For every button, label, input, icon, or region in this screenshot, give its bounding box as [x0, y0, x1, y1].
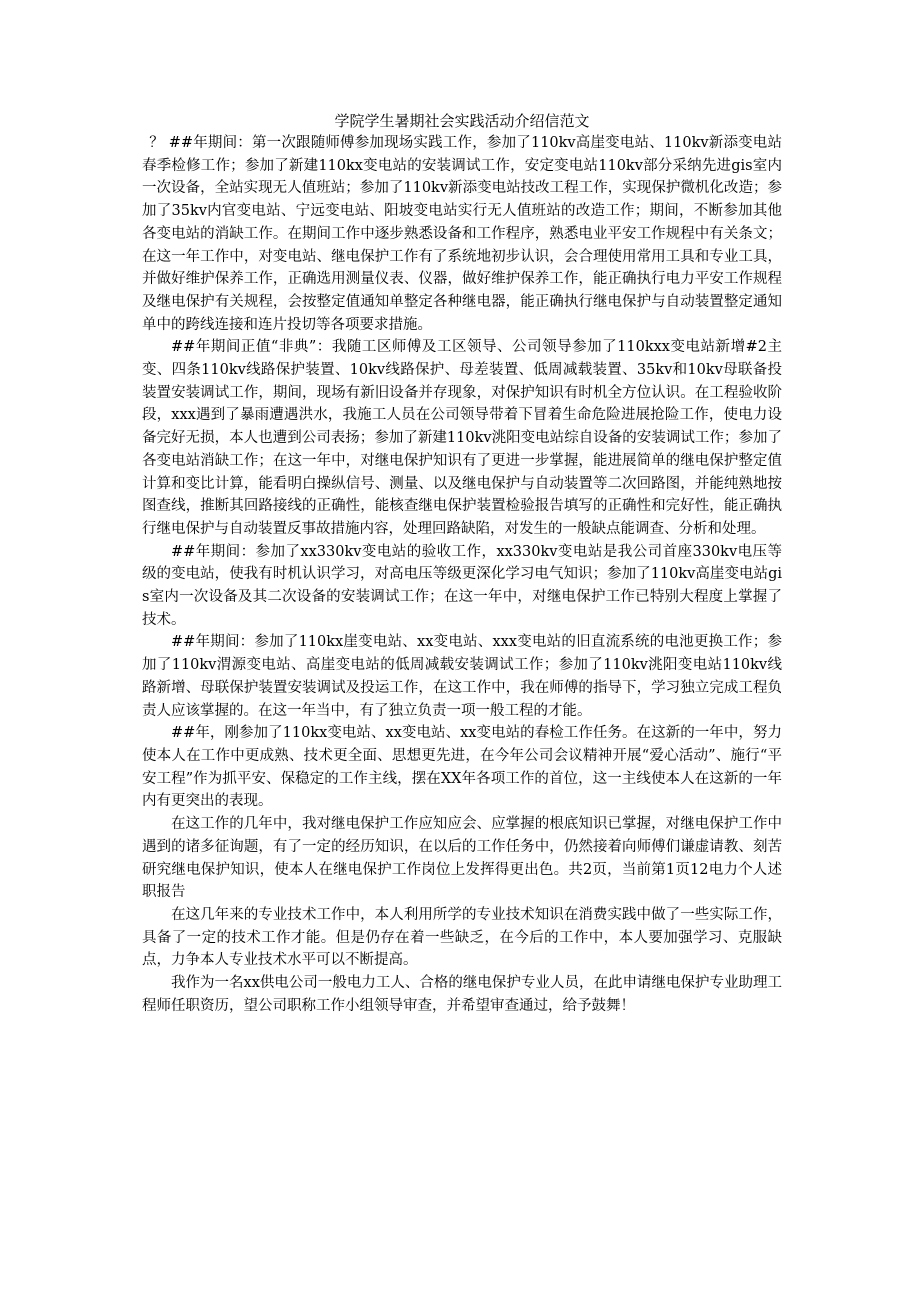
paragraph-8: 我作为一名xx供电公司一般电力工人、合格的继电保护专业人员，在此申请继电保护专业助理工程师任职资历，望公司职称工作小组领导审查，并希望审查通过，给予鼓舞！ [142, 975, 782, 1014]
document-page [142, 110, 782, 1017]
paragraph-1: ？ ##年期间：第一次跟随师傅参加现场实践工作，参加了110kv高崖变电站、110kv新添变电站春季检修工作；参加了新建110kx变电站的安装调试工作，安定变电站110kv部分采纳先进gis室内一次设备，全站实现无人值班站；参加了110kv新添变电站技改工程工作，实现保护微机化改造；参加了35kv内官变电站、宁远变电站、阳坡变电站实行无人值班站的改造工作；期间，不断参加其他各变电站的消缺工作。在期间工作中逐步熟悉设备和工作程序，熟悉电业平安工作规程中有关条文；在这一年工作中，对变电站、继电保护工作有了系统地初步认识，会合理使用常用工具和专业工具，并做好维护保养工作，正确选用测量仪表、仪器，做好维护保养工作，能正确执行电力平安工作规程及继电保护有关规程，会按整定值通知单整定各种继电器，能正确执行继电保护与自动装置整定通知单中的跨线连接和连片投切等各项要求措施。 [142, 135, 782, 333]
paragraph-7: 在这几年来的专业技术工作中，本人利用所学的专业技术知识在消费实践中做了一些实际工作，具备了一定的技术工作才能。但是仍存在着一些缺乏，在今后的工作中，本人要加强学习、克服缺点，力争本人专业技术水平可以不断提高。 [142, 906, 782, 969]
document-title: 学院学生暑期社会实践活动介绍信范文 [334, 112, 590, 130]
paragraph-3: ##年期间：参加了xx330kv变电站的验收工作，xx330kv变电站是我公司首座330kv电压等级的变电站，使我有时机认识学习，对高电压等级更深化学习电气知识；参加了110kv高崖变电站gis室内一次设备及其二次设备的安装调试工作；在这一年中，对继电保护工作已特别大程度上掌握了技术。 [142, 543, 782, 628]
paragraph-6: 在这工作的几年中，我对继电保护工作应知应会、应掌握的根底知识已掌握，对继电保护工作中遇到的诸多征询题，有了一定的经历知识，在以后的工作任务中，仍然接着向师傅们谦虚请教、刻苦研究继电保护知识，使本人在继电保护工作岗位上发挥得更出色。共2页，当前第1页12电力个人述职报告 [142, 816, 782, 901]
paragraph-4: ##年期间：参加了110kx崖变电站、xx变电站、xxx变电站的旧直流系统的电池更换工作；参加了110kv渭源变电站、高崖变电站的低周减载安装调试工作；参加了110kv洮阳变电站110kv线路新增、母联保护装置安装调试及投运工作，在这工作中，我在师傅的指导下，学习独立完成工程负责人应该掌握的。在这一年当中，有了独立负责一项一般工程的才能。 [142, 634, 782, 719]
paragraph-5: ##年，刚参加了110kx变电站、xx变电站、xx变电站的春检工作任务。在这新的一年中，努力使本人在工作中更成熟、技术更全面、思想更先进，在今年公司会议精神开展“爱心活动”、施行“平安工程”作为抓平安、保稳定的工作主线，摆在XX年各项工作的首位，这一主线使本人在这新的一年内有更突出的表现。 [142, 725, 782, 810]
paragraph-2: ##年期间正值“非典”：我随工区师傅及工区领导、公司领导参加了110kxx变电站新增#2主变、四条110kv线路保护装置、10kv线路保护、母差装置、低周减载装置、35kv和10kv母联备投装置安装调试工作，期间，现场有新旧设备并存现象，对保护知识有时机全方位认识。在工程验收阶段，xxx遇到了暴雨遭遇洪水，我施工人员在公司领导带着下冒着生命危险进展抢险工作，使电力设备完好无损，本人也遭到公司表扬；参加了新建110kv洮阳变电站综自设备的安装调试工作；参加了各变电站消缺工作；在这一年中，对继电保护知识有了更进一步掌握，能进展简单的继电保护整定值计算和变比计算，能看明白操纵信号、测量、以及继电保护与自动装置等二次回路图，并能纯熟地按图查线，推断其回路接线的正确性，能核查继电保护装置检验报告填写的正确性和完好性，能正确执行继电保护与自动装置反事故措施内容，处理回路缺陷，对发生的一般缺点能调查、分析和处理。 [142, 339, 782, 537]
